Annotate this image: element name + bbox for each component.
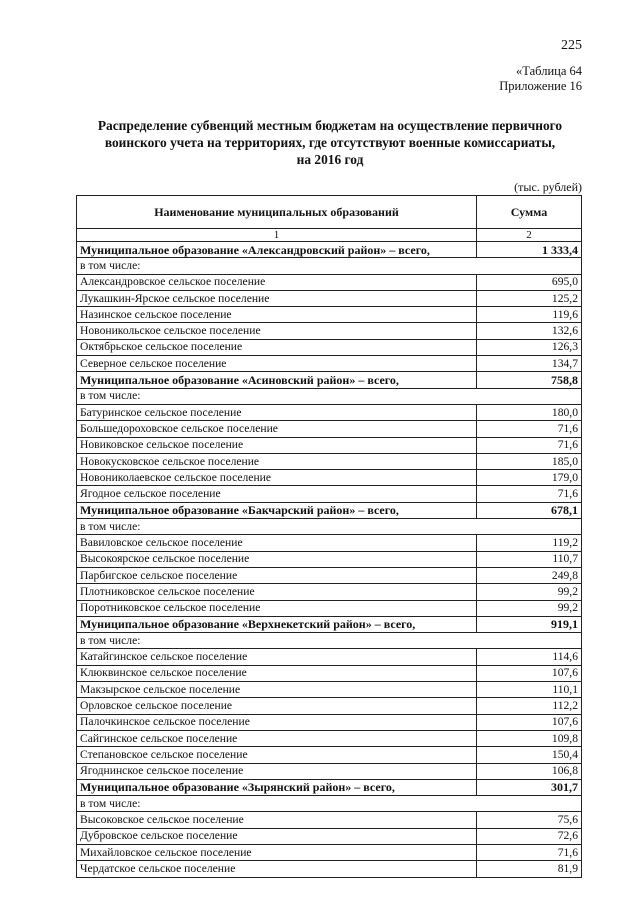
row-name: Клюквинское сельское поселение [77, 665, 477, 681]
row-name: Орловское сельское поселение [77, 698, 477, 714]
title-line: на 2016 год [296, 152, 364, 167]
row-value: 119,2 [477, 535, 582, 551]
row-name: Парбигское сельское поселение [77, 567, 477, 583]
page-number: 225 [561, 38, 582, 53]
settlement-row [77, 535, 582, 551]
settlement-row [77, 698, 582, 714]
settlement-row [77, 730, 582, 746]
district-total-row [77, 779, 582, 795]
settlement-row [77, 486, 582, 502]
column-number-sum: 2 [477, 229, 582, 242]
appendix-reference [499, 64, 582, 94]
row-name: Катайгинское сельское поселение [77, 649, 477, 665]
settlement-row [77, 828, 582, 844]
column-number-row [77, 229, 582, 242]
row-name: Плотниковское сельское поселение [77, 584, 477, 600]
header-sum: Сумма [477, 196, 582, 229]
row-name: Муниципальное образование «Верхнекетский район» – всего, [77, 616, 477, 632]
row-value: 1 333,4 [477, 242, 582, 258]
row-value: 126,3 [477, 339, 582, 355]
row-name: в том числе: [77, 258, 477, 274]
row-name: Новоникольское сельское поселение [77, 323, 477, 339]
row-name: Лукашкин-Ярское сельское поселение [77, 290, 477, 306]
row-value: 110,1 [477, 682, 582, 698]
row-name: Ягодное сельское поселение [77, 486, 477, 502]
settlement-row [77, 861, 582, 877]
row-value: 249,8 [477, 567, 582, 583]
row-value: 114,6 [477, 649, 582, 665]
settlement-row [77, 470, 582, 486]
settlement-row [77, 812, 582, 828]
settlement-row [77, 551, 582, 567]
row-name: Макзырское сельское поселение [77, 682, 477, 698]
row-value: 109,8 [477, 730, 582, 746]
row-value [477, 258, 582, 274]
row-value: 132,6 [477, 323, 582, 339]
settlement-row [77, 307, 582, 323]
row-name: Муниципальное образование «Асиновский район» – всего, [77, 372, 477, 388]
row-value: 99,2 [477, 600, 582, 616]
row-value: 71,6 [477, 844, 582, 860]
row-value: 107,6 [477, 665, 582, 681]
title-line: воинского учета на территориях, где отсутствуют военные комиссариаты, [104, 135, 556, 150]
row-value: 107,6 [477, 714, 582, 730]
settlement-row [77, 421, 582, 437]
row-value: 71,6 [477, 486, 582, 502]
table-header-row [77, 196, 582, 229]
subheading-row [77, 388, 582, 404]
document-title [70, 117, 590, 168]
row-name: в том числе: [77, 388, 477, 404]
row-value [477, 796, 582, 812]
subheading-row [77, 258, 582, 274]
district-total-row [77, 616, 582, 632]
subventions-table [76, 195, 582, 878]
row-value: 150,4 [477, 747, 582, 763]
row-name: Ягоднинское сельское поселение [77, 763, 477, 779]
settlement-row [77, 682, 582, 698]
row-value: 678,1 [477, 502, 582, 518]
row-name: в том числе: [77, 519, 477, 535]
row-name: Новиковское сельское поселение [77, 437, 477, 453]
subheading-row [77, 519, 582, 535]
row-name: Степановское сельское поселение [77, 747, 477, 763]
row-value: 758,8 [477, 372, 582, 388]
row-value: 72,6 [477, 828, 582, 844]
row-value: 75,6 [477, 812, 582, 828]
row-name: Палочкинское сельское поселение [77, 714, 477, 730]
header-name: Наименование муниципальных образований [77, 196, 477, 229]
row-value [477, 633, 582, 649]
row-name: Поротниковское сельское поселение [77, 600, 477, 616]
district-total-row [77, 502, 582, 518]
row-name: Михайловское сельское поселение [77, 844, 477, 860]
row-value: 71,6 [477, 437, 582, 453]
settlement-row [77, 747, 582, 763]
settlement-row [77, 437, 582, 453]
row-value: 81,9 [477, 861, 582, 877]
row-name: Муниципальное образование «Александровский район» – всего, [77, 242, 477, 258]
row-name: Новониколаевское сельское поселение [77, 470, 477, 486]
row-name: Большедороховское сельское поселение [77, 421, 477, 437]
settlement-row [77, 356, 582, 372]
row-name: Чердатское сельское поселение [77, 861, 477, 877]
row-name: Сайгинское сельское поселение [77, 730, 477, 746]
district-total-row [77, 242, 582, 258]
settlement-row [77, 323, 582, 339]
row-name: Муниципальное образование «Бакчарский район» – всего, [77, 502, 477, 518]
row-value: 695,0 [477, 274, 582, 290]
row-name: в том числе: [77, 633, 477, 649]
settlement-row [77, 714, 582, 730]
row-name: Александровское сельское поселение [77, 274, 477, 290]
row-name: Новокусковское сельское поселение [77, 453, 477, 469]
row-value: 185,0 [477, 453, 582, 469]
row-value: 301,7 [477, 779, 582, 795]
row-name: Северное сельское поселение [77, 356, 477, 372]
settlement-row [77, 763, 582, 779]
subheading-row [77, 633, 582, 649]
row-name: в том числе: [77, 796, 477, 812]
row-value: 180,0 [477, 404, 582, 420]
row-name: Батуринское сельское поселение [77, 404, 477, 420]
district-total-row [77, 372, 582, 388]
row-value: 110,7 [477, 551, 582, 567]
row-value [477, 388, 582, 404]
row-name: Муниципальное образование «Зырянский район» – всего, [77, 779, 477, 795]
settlement-row [77, 665, 582, 681]
row-name: Дубровское сельское поселение [77, 828, 477, 844]
row-name: Октябрьское сельское поселение [77, 339, 477, 355]
row-value: 179,0 [477, 470, 582, 486]
units-note: (тыс. рублей) [514, 180, 582, 194]
subheading-row [77, 796, 582, 812]
settlement-row [77, 274, 582, 290]
settlement-row [77, 453, 582, 469]
row-value: 919,1 [477, 616, 582, 632]
row-value: 99,2 [477, 584, 582, 600]
settlement-row [77, 404, 582, 420]
settlement-row [77, 584, 582, 600]
row-name: Вавиловское сельское поселение [77, 535, 477, 551]
column-number-name: 1 [77, 229, 477, 242]
title-line: Распределение субвенций местным бюджетам на осуществление первичного [97, 118, 563, 133]
row-value: 119,6 [477, 307, 582, 323]
annex-reference: Приложение 16 [499, 79, 582, 93]
row-name: Назинское сельское поселение [77, 307, 477, 323]
row-value: 106,8 [477, 763, 582, 779]
row-name: Высокоярское сельское поселение [77, 551, 477, 567]
row-value: 134,7 [477, 356, 582, 372]
settlement-row [77, 290, 582, 306]
table-reference: «Таблица 64 [516, 64, 582, 78]
settlement-row [77, 649, 582, 665]
row-value: 125,2 [477, 290, 582, 306]
settlement-row [77, 844, 582, 860]
row-name: Высоковское сельское поселение [77, 812, 477, 828]
settlement-row [77, 600, 582, 616]
row-value: 112,2 [477, 698, 582, 714]
row-value [477, 519, 582, 535]
settlement-row [77, 339, 582, 355]
settlement-row [77, 567, 582, 583]
row-value: 71,6 [477, 421, 582, 437]
